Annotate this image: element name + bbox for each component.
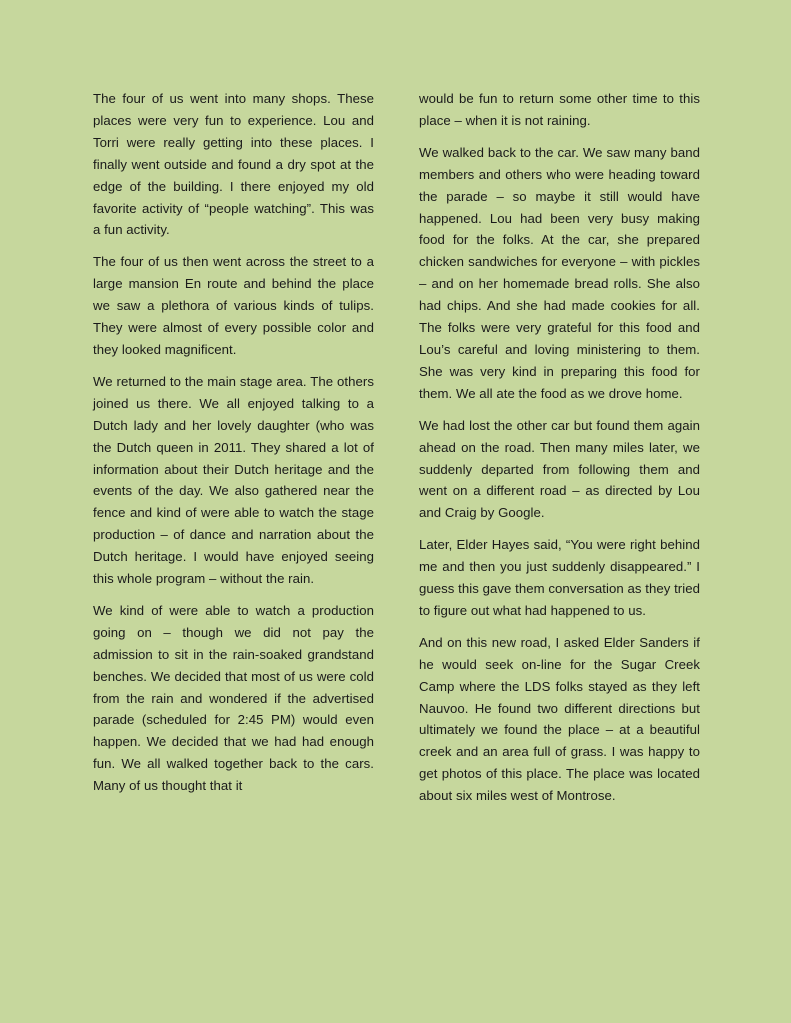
paragraph: The four of us then went across the street to a large mansion En route and behind the place we saw a plethora of various kinds of tulips. They were almost of every possible color and they looked magnificent.: [93, 254, 374, 357]
paragraph: And on this new road, I asked Elder Sanders if he would seek on-line for the Sugar Creek Camp where the LDS folks stayed as they left Nauvoo. He found two different directions but ultimately we found the place – at a beautiful creek and an area full of grass. I was happy to get photos of this place. The place was located about six miles west of Montrose.: [419, 634, 700, 804]
paragraph: We had lost the other car but found them again ahead on the road. Then many miles later, we suddenly departed from following them and went on a different road – as directed by Lou and Craig by Google.: [419, 417, 700, 521]
paragraph: The four of us went into many shops. These places were very fun to experience. Lou and Torri were really getting into these places. I finally went outside and found a dry spot at the edge of the building. I there enjoyed my old favorite activity of “people watching”. This was a fun activity.: [93, 91, 374, 238]
paragraph: We walked back to the car. We saw many band members and others who were heading toward the parade – so maybe it still would have happened. Lou had been very busy making food for the folks. At the car, she prepared chicken sandwiches for everyone – with pickles – and on her homemade bread rolls. She also had chips. And she had made cookies for all. The folks were very grateful for this food and Lou’s careful and loving ministering to them. She was very kind in preparing this food for them. We all ate the food as we drove home.: [419, 144, 700, 401]
paragraph: Later, Elder Hayes said, “You were right behind me and then you just suddenly disappeared.” I guess this gave them conversation as they tried to figure out what had happened to us.: [419, 537, 700, 618]
paragraph: We kind of were able to watch a production going on – though we did not pay the admission to sit in the rain-soaked grandstand benches. We decided that most of us were cold from the rain and wondered if the advertised parade (scheduled for 2:45 PM) would even happen. We decided that we had had enough fun. We all walked together back to the cars. Many of us thought that it: [93, 602, 374, 794]
paragraph: We returned to the main stage area. The others joined us there. We all enjoyed talking to a Dutch lady and her lovely daughter (who was the Dutch queen in 2011. They shared a lot of information about their Dutch heritage and the events of the day. We also gathered near the fence and kind of were able to watch the stage production – of dance and narration about the Dutch heritage. I would have enjoyed seeing this whole program – without the rain.: [93, 373, 374, 587]
left-column: [93, 88, 374, 807]
right-column: [419, 88, 700, 817]
paragraph: would be fun to return some other time to this place – when it is not raining.: [419, 91, 700, 128]
